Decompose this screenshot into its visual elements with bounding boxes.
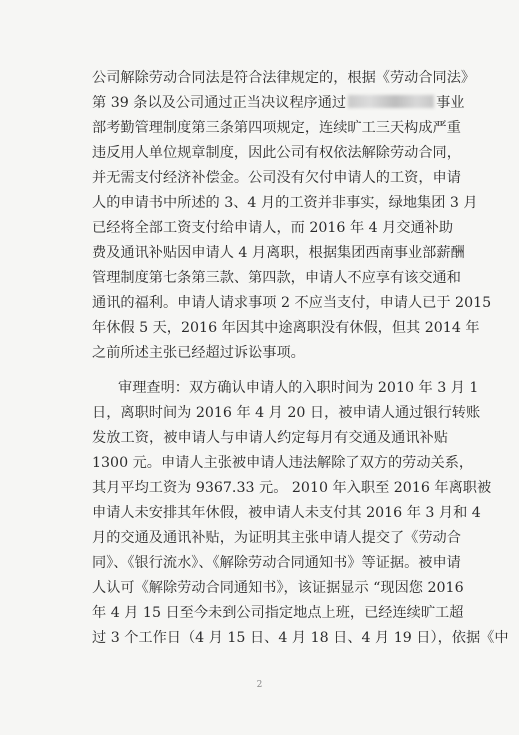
text-line: 部考勤管理制度第三条第四项规定，连续旷工三天构成严重 <box>92 120 461 136</box>
text-line: 过 3 个工作日（4 月 15 日、4 月 18 日、4 月 19 日），依据《中 <box>92 630 509 646</box>
text-segment: 第 39 条以及公司通过正当决议程序通过 <box>92 95 347 111</box>
text-line: 通讯的福利。申请人请求事项 2 不应当支付，申请人已于 2015 <box>92 295 492 311</box>
text-line: 1300 元。申请人主张被申请人违法解除了双方的劳动关系， <box>92 455 474 471</box>
text-line: 人认可《解除劳动合同通知书》，该证据显示 “现因您 2016 <box>92 580 464 596</box>
text-line: 同》、《银行流水》、《解除劳动合同通知书》等证据。被申请 <box>92 555 461 571</box>
text-line: 发放工资，被申请人与申请人约定每月有交通及通讯补贴 <box>92 430 448 446</box>
text-line: 费及通讯补贴因申请人 4 月离职，根据集团西南事业部薪酬 <box>92 245 465 261</box>
text-line: 月的交通及通讯补贴，为证明其主张申请人提交了《劳动合 <box>92 530 461 546</box>
text-line: 管理制度第七条第三款、第四款，申请人不应享有该交通和 <box>92 270 461 286</box>
text-line: 审理查明：双方确认申请人的入职时间为 2010 年 3 月 1 <box>118 380 479 396</box>
text-line <box>92 93 465 114</box>
text-line: 年休假 5 天，2016 年因其中途离职没有休假，但其 2014 年 <box>92 320 480 336</box>
text-line: 公司解除劳动合同法是符合法律规定的，根据《劳动合同法》 <box>92 70 476 86</box>
text-line: 之前所述主张已经超过诉讼事项。 <box>92 345 305 361</box>
text-line: 已经将全部工资支付给申请人，而 2016 年 4 月交通补助 <box>92 220 454 236</box>
text-line: 申请人未安排其年休假，被申请人未支付其 2016 年 3 月和 4 <box>92 505 481 521</box>
text-line: 年 4 月 15 日至今未到公司指定地点上班，已经连续旷工超 <box>92 605 464 621</box>
text-line: 违反用人单位规章制度，因此公司有权依法解除劳动合同， <box>92 145 461 161</box>
redaction-blur <box>348 95 434 108</box>
text-segment: 事业 <box>436 95 465 111</box>
text-line: 人的申请书中所述的 3、4 月的工资并非事实，绿地集团 3 月 <box>92 195 478 211</box>
text-line: 其月平均工资为 9367.33 元。 2010 年入职至 2016 年离职被 <box>92 480 492 496</box>
text-line: 并无需支付经济补偿金。公司没有欠付申请人的工资，申请 <box>92 170 461 186</box>
text-line: 日，离职时间为 2016 年 4 月 20 日，被申请人通过银行转账 <box>92 405 481 421</box>
page-number: 2 <box>256 680 263 690</box>
